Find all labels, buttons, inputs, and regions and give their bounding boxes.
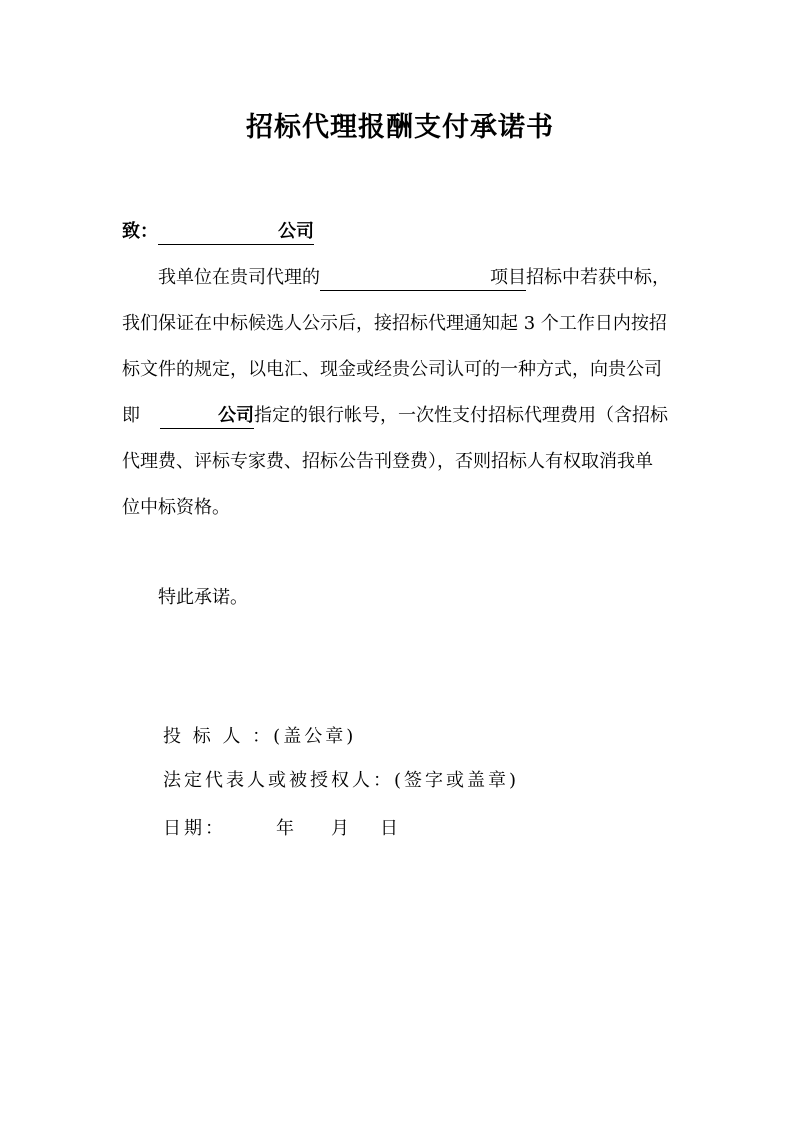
body-line-6-text: 位中标资格。 [122, 497, 230, 518]
representative-signature-line [163, 766, 519, 792]
bidder-label: 投 标 人 ： [163, 726, 274, 747]
date-label: 日期： [163, 818, 226, 839]
addressee-company-field [158, 220, 314, 245]
body-line-3 [122, 357, 687, 403]
body-line-4-post: 指定的银行帐号，一次性支付招标代理费用（含招标 [254, 405, 668, 426]
body-line-1-post: 招标中若获中标， [526, 267, 670, 288]
date-line [163, 814, 401, 840]
body-line-5 [122, 449, 687, 495]
project-name-field [320, 266, 526, 291]
body-line-1-text [158, 265, 670, 311]
addressee-line [122, 219, 314, 245]
addressee-blank [158, 236, 278, 237]
agency-blank [160, 420, 218, 421]
document-title: 招标代理报酬支付承诺书 [246, 112, 554, 143]
commitment-body [122, 265, 687, 541]
body-line-5-text: 代理费、评标专家费、招标公告刊登费），否则招标人有权取消我单 [122, 451, 653, 472]
body-line-1 [122, 265, 687, 311]
body-line-4 [122, 403, 687, 449]
body-line-4-pre: 即 [122, 405, 140, 426]
body-line-4-text [122, 403, 668, 449]
bidder-seal-note: (盖公章) [273, 726, 357, 747]
bidder-signature-line [163, 722, 356, 748]
project-blank [320, 282, 490, 283]
agency-company-suffix: 公司 [218, 405, 254, 426]
project-suffix: 项目 [490, 267, 526, 288]
date-day: 日 [380, 818, 401, 839]
date-year: 年 [276, 818, 297, 839]
body-line-6 [122, 495, 687, 541]
body-line-2 [122, 311, 687, 357]
date-month: 月 [331, 818, 352, 839]
body-line-2-text: 我们保证在中标候选人公示后，接招标代理通知起 3 个工作日内按招 [122, 313, 667, 334]
representative-sign-note: (签字或盖章) [394, 770, 520, 791]
representative-label: 法定代表人或被授权人： [163, 770, 394, 791]
closing-statement: 特此承诺。 [158, 587, 248, 608]
body-line-1-pre: 我单位在贵司代理的 [158, 267, 320, 288]
addressee-company-suffix: 公司 [278, 221, 314, 242]
addressee-prefix: 致： [122, 221, 158, 242]
body-line-3-text: 标文件的规定，以电汇、现金或经贵公司认可的一种方式，向贵公司 [122, 359, 662, 380]
agency-company-field [160, 404, 254, 429]
